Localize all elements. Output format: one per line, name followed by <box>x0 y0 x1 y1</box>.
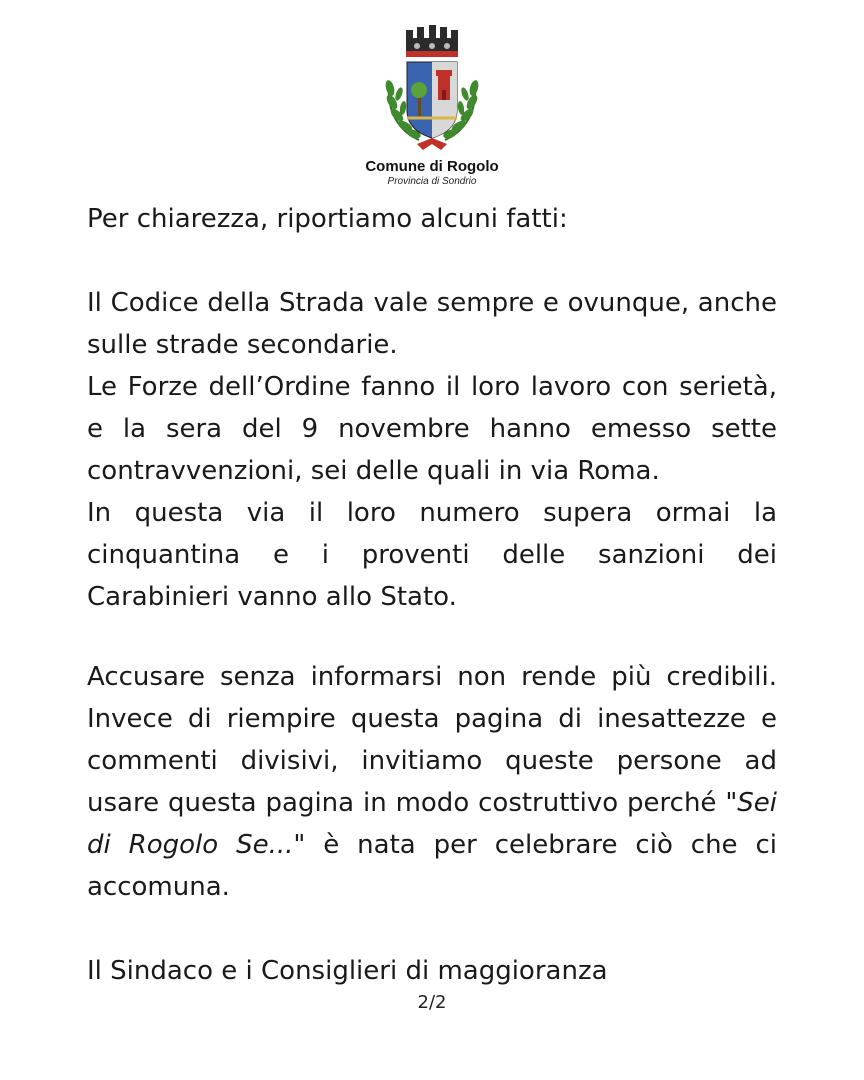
appeal-text-start: Accusare senza informarsi non rende più credibili. Invece di riempire questa pagina di inesattezze e commenti divisivi, invitiamo queste persone ad usare questa pagina in modo costruttivo perché <box>87 662 777 818</box>
page-indicator: 2/2 <box>417 992 447 1013</box>
paragraph-appeal <box>87 656 777 908</box>
statement-body <box>87 198 777 992</box>
appeal-text-end: è nata per celebrare ciò che ci accomuna. <box>87 830 777 902</box>
crown-icon <box>406 25 458 57</box>
coat-of-arms-icon <box>377 22 487 158</box>
group-name: "Sei di Rogolo Se..." <box>87 788 777 860</box>
paragraph-fines: In questa via il loro numero supera ormai la cinquantina e i proventi delle sanzioni dei Carabinieri vanno allo Stato. <box>87 498 777 612</box>
ribbon-icon <box>417 138 447 150</box>
intro-line: Per chiarezza, riportiamo alcuni fatti: <box>87 204 568 234</box>
paragraph-police-work: Le Forze dell’Ordine fanno il loro lavoro con serietà, e la sera del 9 novembre hanno emesso sette contravvenzioni, sei delle quali in via Roma. <box>87 372 777 486</box>
spacer <box>87 618 777 656</box>
org-subtitle: Provincia di Sondrio <box>387 176 477 187</box>
spacer <box>87 240 777 282</box>
shield-icon <box>407 62 457 138</box>
spacer <box>87 908 777 950</box>
signature: Il Sindaco e i Consiglieri di maggioranza <box>87 956 608 986</box>
paragraph-traffic-code: Il Codice della Strada vale sempre e ovunque, anche sulle strade secondarie. <box>87 288 777 360</box>
header <box>0 22 864 188</box>
org-name: Comune di Rogolo <box>365 158 499 175</box>
